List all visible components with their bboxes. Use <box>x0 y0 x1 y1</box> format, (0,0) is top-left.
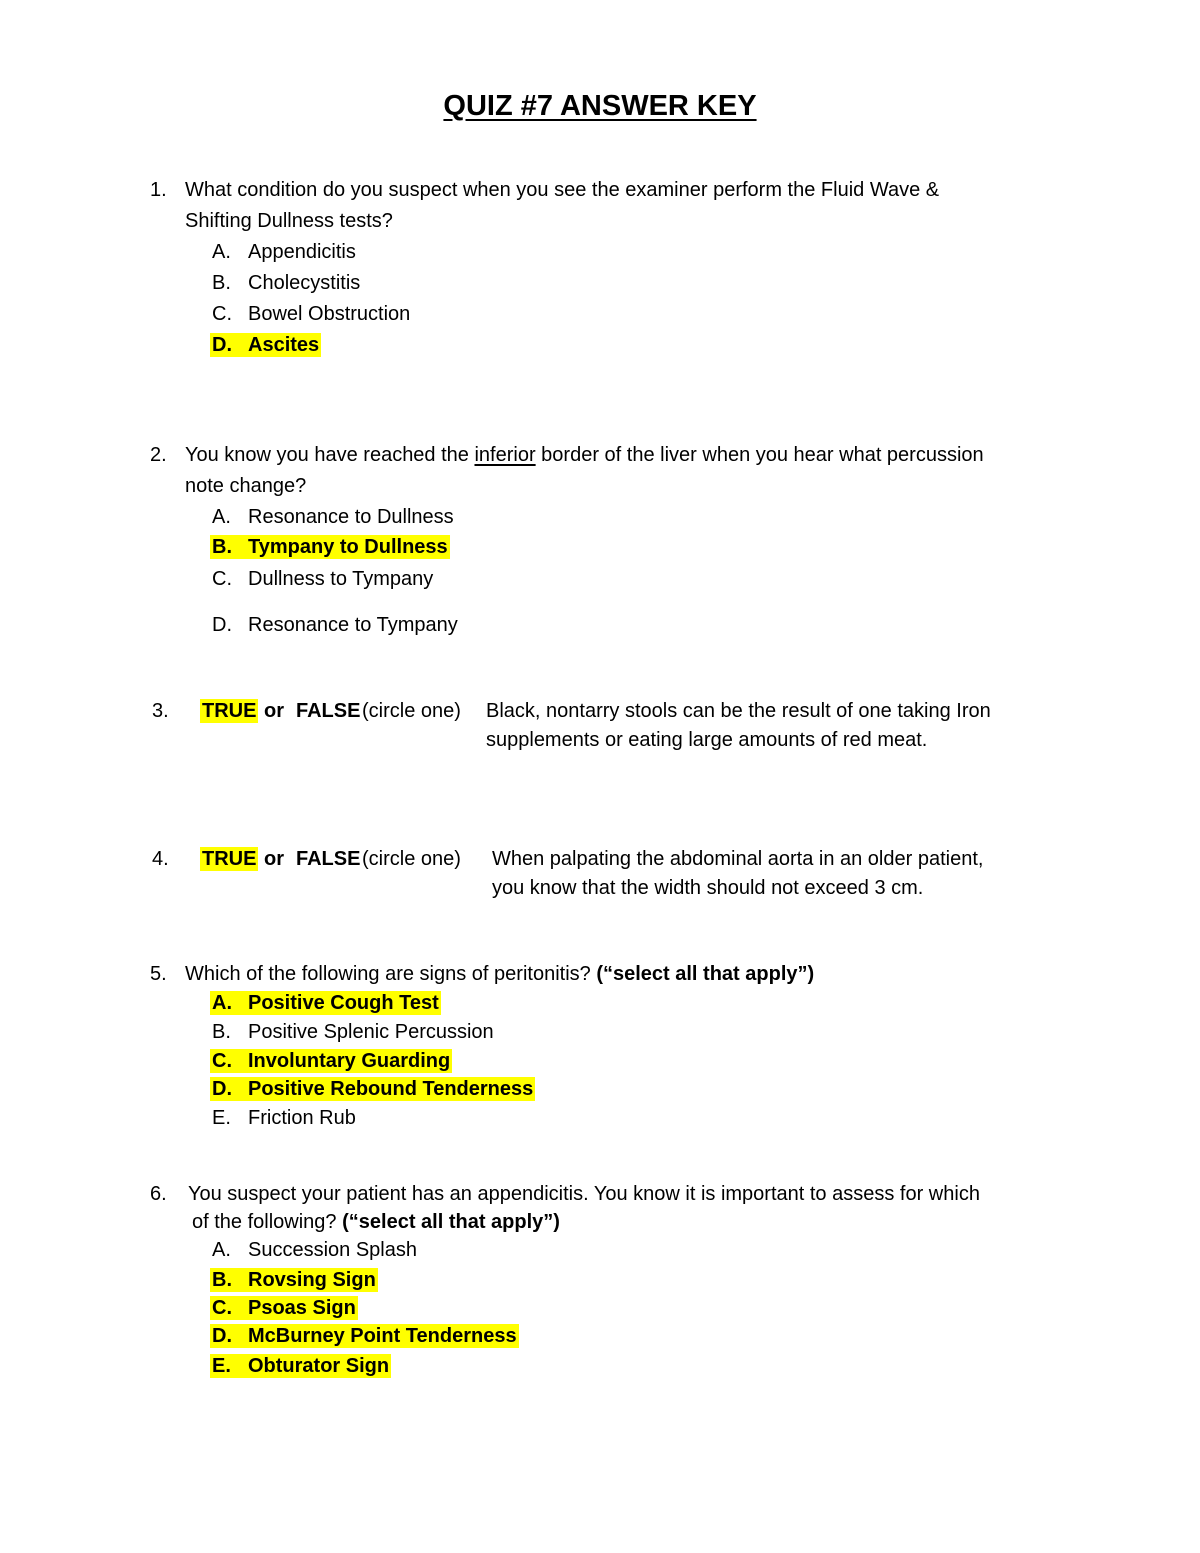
q6-option-e-correct <box>210 1354 391 1378</box>
q3-number: 3. <box>152 700 169 722</box>
q5-option-d-letter: D. <box>212 1078 232 1100</box>
q1-option-b-text: Cholecystitis <box>248 272 361 294</box>
q2-number: 2. <box>150 444 167 466</box>
q5-option-b-letter: B. <box>212 1021 231 1043</box>
q2-option-d <box>212 615 458 635</box>
q6-option-a <box>212 1240 417 1260</box>
q5-number: 5. <box>150 963 167 985</box>
q4-or-label: or <box>264 848 284 870</box>
q6-question: of the following? <box>192 1211 343 1233</box>
q2-option-d-letter: D. <box>212 614 232 636</box>
q1-option-c <box>212 304 410 324</box>
q5-option-c-letter: C. <box>212 1050 232 1072</box>
q2-option-b-correct <box>210 535 450 559</box>
q3-false-label: FALSE <box>296 700 361 722</box>
q6-option-c-correct <box>210 1296 358 1320</box>
q4-true-answer: TRUE <box>202 848 257 870</box>
q1-option-d-correct <box>210 333 321 357</box>
q6-option-a-letter: A. <box>212 1239 231 1261</box>
q1-number: 1. <box>150 179 167 201</box>
q6-select-all: (“select all that apply”) <box>342 1211 560 1233</box>
q2-text-pre: You know you have reached the <box>185 444 475 466</box>
q4-statement-line1: When palpating the abdominal aorta in an older patient, <box>492 848 984 870</box>
q2-option-c <box>212 569 433 589</box>
q1-option-b-letter: B. <box>212 272 231 294</box>
q5-option-a-correct <box>210 991 441 1015</box>
q5-option-d-text: Positive Rebound Tenderness <box>248 1078 534 1100</box>
q1-option-a-text: Appendicitis <box>248 241 356 263</box>
q1-option-b <box>212 273 360 293</box>
q5-option-e-text: Friction Rub <box>248 1107 356 1129</box>
q4-number: 4. <box>152 848 169 870</box>
q2-option-d-text: Resonance to Tympany <box>248 614 458 636</box>
q2-text-post: border of the liver when you hear what percussion <box>535 444 984 466</box>
q5-text <box>185 964 814 984</box>
q3-statement-line2: supplements or eating large amounts of red meat. <box>486 729 928 751</box>
q6-option-b-text: Rovsing Sign <box>248 1269 376 1291</box>
q5-option-a-text: Positive Cough Test <box>248 992 439 1014</box>
q2-option-c-letter: C. <box>212 568 232 590</box>
q5-option-a-letter: A. <box>212 992 232 1014</box>
q2-option-c-text: Dullness to Tympany <box>248 568 434 590</box>
q6-number: 6. <box>150 1183 167 1205</box>
q1-option-d-text: Ascites <box>248 334 320 356</box>
q2-option-a-text: Resonance to Dullness <box>248 506 454 528</box>
q6-option-d-text: McBurney Point Tenderness <box>248 1325 517 1347</box>
q1-text-line1: What condition do you suspect when you see the examiner perform the Fluid Wave & <box>185 179 940 201</box>
q3-circle-instruction: (circle one) <box>362 700 461 722</box>
q5-option-c-correct <box>210 1049 452 1073</box>
q6-option-b-letter: B. <box>212 1269 232 1291</box>
q2-option-b-letter: B. <box>212 536 232 558</box>
q2-text-underlined: inferior <box>474 444 536 466</box>
q3-or-label: or <box>264 700 284 722</box>
q6-option-a-text: Succession Splash <box>248 1239 417 1261</box>
q6-option-c-letter: C. <box>212 1297 232 1319</box>
q1-option-a-letter: A. <box>212 241 231 263</box>
q2-text-line1 <box>185 445 984 465</box>
q5-option-b <box>212 1022 494 1042</box>
q6-option-b-correct <box>210 1268 378 1292</box>
q1-option-c-letter: C. <box>212 303 232 325</box>
q6-option-e-text: Obturator Sign <box>248 1355 390 1377</box>
q2-option-a-letter: A. <box>212 506 231 528</box>
q6-option-d-correct <box>210 1324 519 1348</box>
q2-option-b-text: Tympany to Dullness <box>248 536 448 558</box>
q2-text-line2: note change? <box>185 475 307 497</box>
q6-option-c-text: Psoas Sign <box>248 1297 356 1319</box>
q4-circle-instruction: (circle one) <box>362 848 461 870</box>
q3-statement-line1: Black, nontarry stools can be the result of one taking Iron <box>486 700 991 722</box>
q1-option-d-letter: D. <box>212 334 232 356</box>
q4-statement-line2: you know that the width should not exceed 3 cm. <box>492 877 924 899</box>
q5-option-e-letter: E. <box>212 1107 231 1129</box>
q4-false-label: FALSE <box>296 848 361 870</box>
q5-select-all: (“select all that apply”) <box>596 963 815 985</box>
q5-option-b-text: Positive Splenic Percussion <box>248 1021 494 1043</box>
q1-text-line2: Shifting Dullness tests? <box>185 210 393 232</box>
q6-option-e-letter: E. <box>212 1355 231 1377</box>
q6-text-line2 <box>192 1212 560 1232</box>
q6-text-line1: You suspect your patient has an appendicitis. You know it is important to assess for which <box>188 1183 980 1205</box>
q5-option-c-text: Involuntary Guarding <box>248 1050 451 1072</box>
q5-question: Which of the following are signs of peritonitis? <box>185 963 597 985</box>
q2-option-a <box>212 507 454 527</box>
q6-option-d-letter: D. <box>212 1325 232 1347</box>
q3-true-answer: TRUE <box>202 700 257 722</box>
q5-option-e <box>212 1108 356 1128</box>
q1-option-a <box>212 242 356 262</box>
q1-option-c-text: Bowel Obstruction <box>248 303 411 325</box>
q5-option-d-correct <box>210 1077 535 1101</box>
page-title: QUIZ #7 ANSWER KEY <box>443 90 757 122</box>
